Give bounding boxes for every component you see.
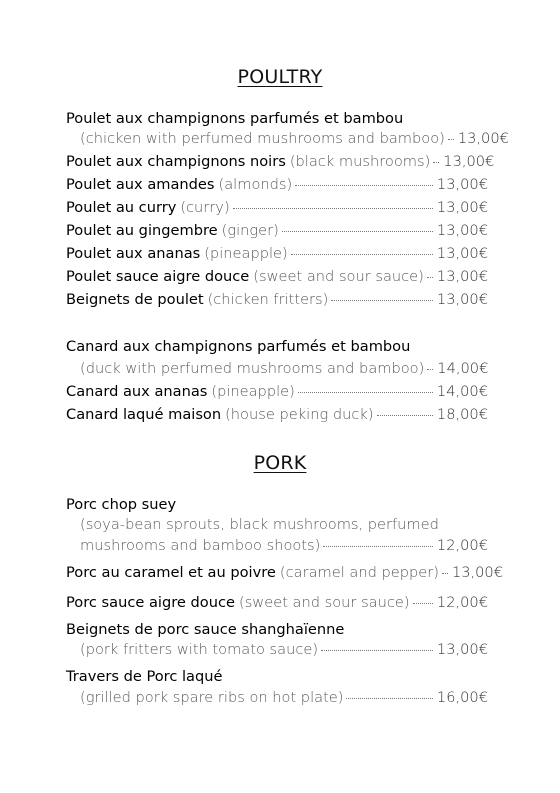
dot-leader — [295, 184, 433, 186]
menu-item-detail — [80, 128, 509, 150]
dot-leader — [291, 253, 433, 255]
item-price: 13,00€ — [451, 564, 504, 581]
dot-leader — [323, 545, 433, 547]
item-name: Poulet au curry — [66, 199, 177, 216]
item-description: (chicken with perfumed mushrooms and bamboo) — [80, 130, 445, 147]
menu-item — [66, 289, 488, 311]
menu-item-detail — [80, 639, 488, 661]
dot-leader — [427, 368, 433, 370]
item-description: (house peking duck) — [225, 406, 374, 423]
menu-item — [66, 151, 495, 173]
dot-leader — [442, 572, 448, 574]
section-title-poultry: POULTRY — [237, 66, 323, 88]
item-name: Poulet aux champignons parfumés et bambou — [66, 110, 404, 127]
dot-leader — [321, 649, 433, 651]
menu-item-detail — [80, 535, 488, 557]
menu-item — [66, 404, 488, 426]
item-description: (duck with perfumed mushrooms and bamboo) — [80, 360, 425, 377]
item-name: Porc chop suey — [66, 496, 177, 513]
menu-item — [66, 381, 488, 403]
item-description: (curry) — [180, 199, 230, 216]
item-name: Porc au caramel et au poivre — [66, 564, 276, 581]
dot-leader — [433, 161, 439, 163]
item-description: (pineapple) — [204, 245, 288, 262]
item-name: Poulet aux ananas — [66, 245, 201, 262]
item-description: (ginger) — [221, 222, 279, 239]
item-name: Beignets de porc sauce shanghaïenne — [66, 621, 345, 638]
item-description: (soya-bean sprouts, black mushrooms, perfumed — [80, 516, 439, 533]
menu-item — [66, 336, 488, 358]
item-description: (caramel and pepper) — [279, 564, 439, 581]
item-name: Canard aux champignons parfumés et bambou — [66, 338, 411, 355]
item-price: 13,00€ — [436, 641, 488, 658]
menu-item — [66, 666, 488, 688]
menu-item — [66, 562, 504, 584]
item-price: 13,00€ — [436, 222, 488, 239]
item-name: Canard laqué maison — [66, 406, 222, 423]
dot-leader — [427, 276, 433, 278]
item-name: Poulet au gingembre — [66, 222, 218, 239]
section-title-pork: PORK — [253, 452, 307, 474]
item-description: (pork fritters with tomato sauce) — [80, 641, 319, 658]
item-description: (sweet and sour sauce) — [239, 594, 410, 611]
menu-item — [66, 592, 488, 614]
item-description: (pineapple) — [211, 383, 295, 400]
dot-leader — [233, 207, 433, 209]
item-price: 13,00€ — [436, 245, 488, 262]
item-name: Poulet sauce aigre douce — [66, 268, 250, 285]
dot-leader — [413, 602, 433, 604]
dot-leader — [282, 230, 433, 232]
dot-leader — [377, 414, 433, 416]
item-description: (chicken fritters) — [207, 291, 329, 308]
item-price: 13,00€ — [436, 199, 488, 216]
item-name: Porc sauce aigre douce — [66, 594, 235, 611]
item-price: 14,00€ — [436, 383, 488, 400]
item-description: (sweet and sour sauce) — [253, 268, 424, 285]
menu-item — [66, 494, 488, 516]
menu-item — [66, 243, 488, 265]
item-price: 12,00€ — [436, 537, 488, 554]
item-description: (almonds) — [218, 176, 293, 193]
menu-item — [66, 197, 488, 219]
menu-item-detail — [80, 514, 488, 536]
dot-leader — [448, 138, 454, 140]
item-price: 13,00€ — [436, 291, 488, 308]
menu-item — [66, 619, 488, 641]
menu-item-detail — [80, 687, 488, 709]
item-description: (black mushrooms) — [289, 153, 431, 170]
item-description: (grilled pork spare ribs on hot plate) — [80, 689, 344, 706]
item-price: 16,00€ — [436, 689, 488, 706]
item-name: Travers de Porc laqué — [66, 668, 223, 685]
dot-leader — [346, 697, 432, 699]
item-price: 13,00€ — [436, 176, 488, 193]
item-price: 14,00€ — [437, 360, 489, 377]
item-price: 13,00€ — [457, 130, 509, 147]
menu-item — [66, 220, 488, 242]
menu-item-detail — [80, 358, 488, 380]
item-name: Poulet aux champignons noirs — [66, 153, 286, 170]
menu-item — [66, 174, 488, 196]
item-name: Beignets de poulet — [66, 291, 204, 308]
item-name: Canard aux ananas — [66, 383, 208, 400]
item-price: 12,00€ — [436, 594, 488, 611]
item-price: 18,00€ — [436, 406, 488, 423]
item-name: Poulet aux amandes — [66, 176, 215, 193]
item-price: 13,00€ — [436, 268, 488, 285]
item-description: mushrooms and bamboo shoots) — [80, 537, 321, 554]
dot-leader — [298, 391, 433, 393]
menu-item — [66, 266, 488, 288]
item-price: 13,00€ — [443, 153, 495, 170]
menu-item — [66, 108, 488, 130]
dot-leader — [331, 299, 433, 301]
